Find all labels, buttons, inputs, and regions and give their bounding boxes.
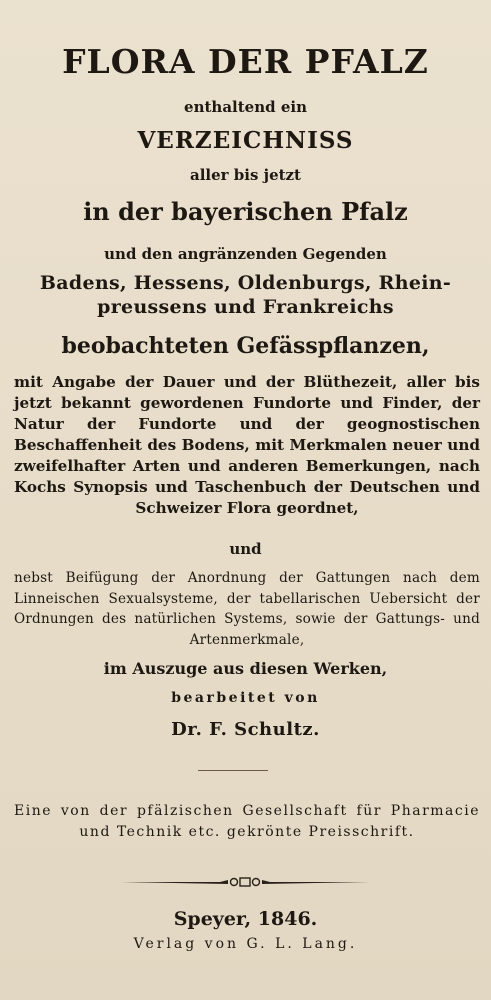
line-badens-1: Badens, Hessens, Oldenburgs, Rhein- <box>39 272 452 294</box>
divider-short <box>198 770 268 771</box>
line-pfalz: in der bayerischen Pfalz <box>83 197 408 226</box>
line-verzeichniss: VERZEICHNISS <box>137 127 354 154</box>
line-auszuge: im Auszuge aus diesen Werken, <box>103 659 388 678</box>
book-title: FLORA DER PFALZ <box>62 42 429 81</box>
line-badens-2: preussens und Frankreichs <box>97 296 394 318</box>
ornament-rule <box>120 872 370 892</box>
paragraph-1: mit Angabe der Dauer und der Blüthezeit, aller bis jetzt bekannt gewordenen Fundorte und Finder, der Natur der Fundorte und der geognostischen Beschaffenheit des Bodens, mit Merkmalen neuer und zweifelhafter Arten und anderen Bemerkungen, nach Kochs Synopsis und Taschenbuch der Deutschen und Schweizer Flora geordnet, <box>14 373 480 517</box>
line-aller: aller bis jetzt <box>190 166 301 184</box>
line-beobachteten: beobachteten Gefässpflanzen, <box>61 333 430 359</box>
publisher: Verlag von G. L. Lang. <box>133 936 358 952</box>
place-year: Speyer, 1846. <box>173 908 318 930</box>
line-enthaltend: enthaltend ein <box>184 98 307 116</box>
line-und: und <box>229 540 262 558</box>
paragraph-2: nebst Beifügung der Anordnung der Gattungen nach dem Linneischen Sexualsysteme, der tabellarischen Uebersicht der Ordnungen des natürlichen Systems, sowie der Gattungs- und Artenmerkmale, <box>14 570 480 648</box>
paragraph-3: Eine von der pfälzischen Gesellschaft für Pharmacie und Technik etc. gekrönte Preisschrift. <box>14 803 480 840</box>
line-gegenden: und den angränzenden Gegenden <box>104 245 387 263</box>
line-bearbeitet: bearbeitet von <box>171 690 320 706</box>
author: Dr. F. Schultz. <box>171 719 320 740</box>
